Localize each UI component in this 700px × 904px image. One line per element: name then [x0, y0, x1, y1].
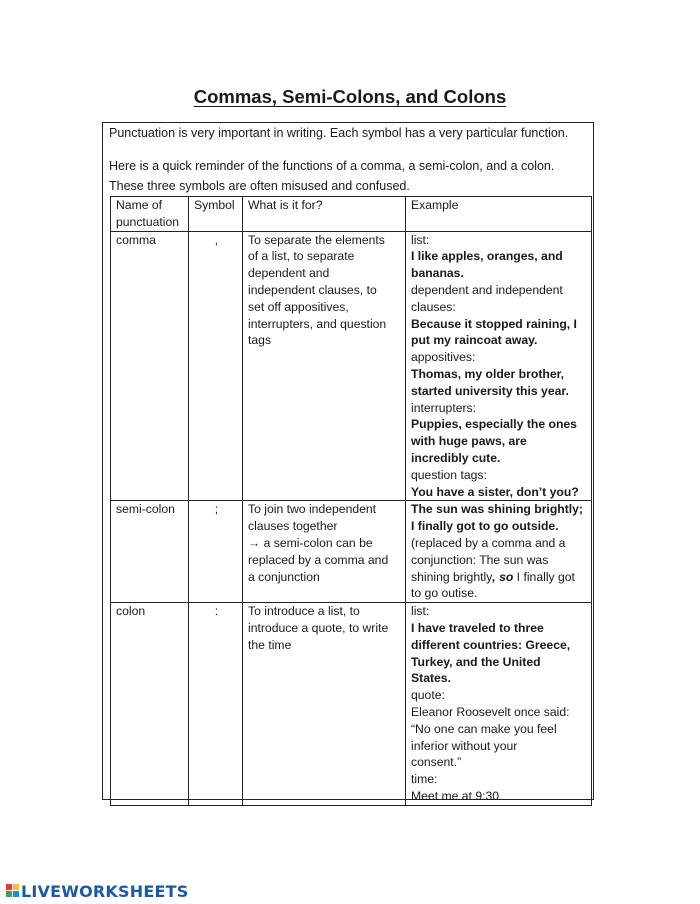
- table-row-comma: [111, 231, 592, 501]
- table-header-row: [111, 197, 592, 232]
- content-box: [102, 122, 594, 803]
- row-purpose: To separate the elements of a list, to separate dependent and independent clauses, to set off appositives, interrupters, and question tags: [243, 231, 406, 501]
- row-purpose: To introduce a list, to introduce a quote, to write the time: [243, 603, 406, 806]
- header-name: Name of punctuation: [111, 197, 189, 232]
- row-name: colon: [111, 603, 189, 806]
- punctuation-table: [110, 196, 592, 806]
- header-purpose: What is it for?: [243, 197, 406, 232]
- intro-line-2: Here is a quick reminder of the functions of a comma, a semi-colon, and a colon.: [109, 159, 555, 173]
- table-row-semicolon: [111, 501, 592, 603]
- liveworksheets-logo-icon: [6, 884, 20, 898]
- row-example: The sun was shining brightly; I finally got to go outside. (replaced by a comma and a conjunction: The sun was shining brightly, so I finally got to go outise.: [406, 501, 592, 603]
- row-name: comma: [111, 231, 189, 501]
- row-name: semi-colon: [111, 501, 189, 603]
- header-symbol: Symbol: [189, 197, 243, 232]
- table-row-colon: [111, 603, 592, 806]
- header-example: Example: [406, 197, 592, 232]
- intro-line-1: Punctuation is very important in writing. Each symbol has a very particular function.: [109, 126, 569, 140]
- row-symbol: :: [189, 603, 243, 806]
- row-example: list: I like apples, oranges, and bananas. dependent and independent clauses: Because it stopped raining, I put my raincoat away. appositives: Thomas, my older brother, started university this year. interrupters: Puppies, especially the ones with huge paws, are incredibly cute. question tags: You have a sister, don’t you?: [406, 231, 592, 501]
- liveworksheets-logo[interactable]: [6, 882, 188, 900]
- row-example: list: I have traveled to three different countries: Greece, Turkey, and the United States. quote: Eleanor Roosevelt once said: “No one can make you feel inferior without your consent.” time: Meet me at 9:30.: [406, 603, 592, 806]
- row-symbol: ;: [189, 501, 243, 603]
- page-title: Commas, Semi-Colons, and Colons: [193, 86, 507, 107]
- example-mixed-line: shining brightly, so I finally got: [411, 569, 575, 584]
- logo-text: LIVEWORKSHEETS: [21, 881, 189, 901]
- row-symbol: ,: [189, 231, 243, 501]
- intro-line-3: These three symbols are often misused and confused.: [109, 179, 410, 193]
- row-purpose: To join two independent clauses together → a semi-colon can be replaced by a comma and a conjunction: [243, 501, 406, 603]
